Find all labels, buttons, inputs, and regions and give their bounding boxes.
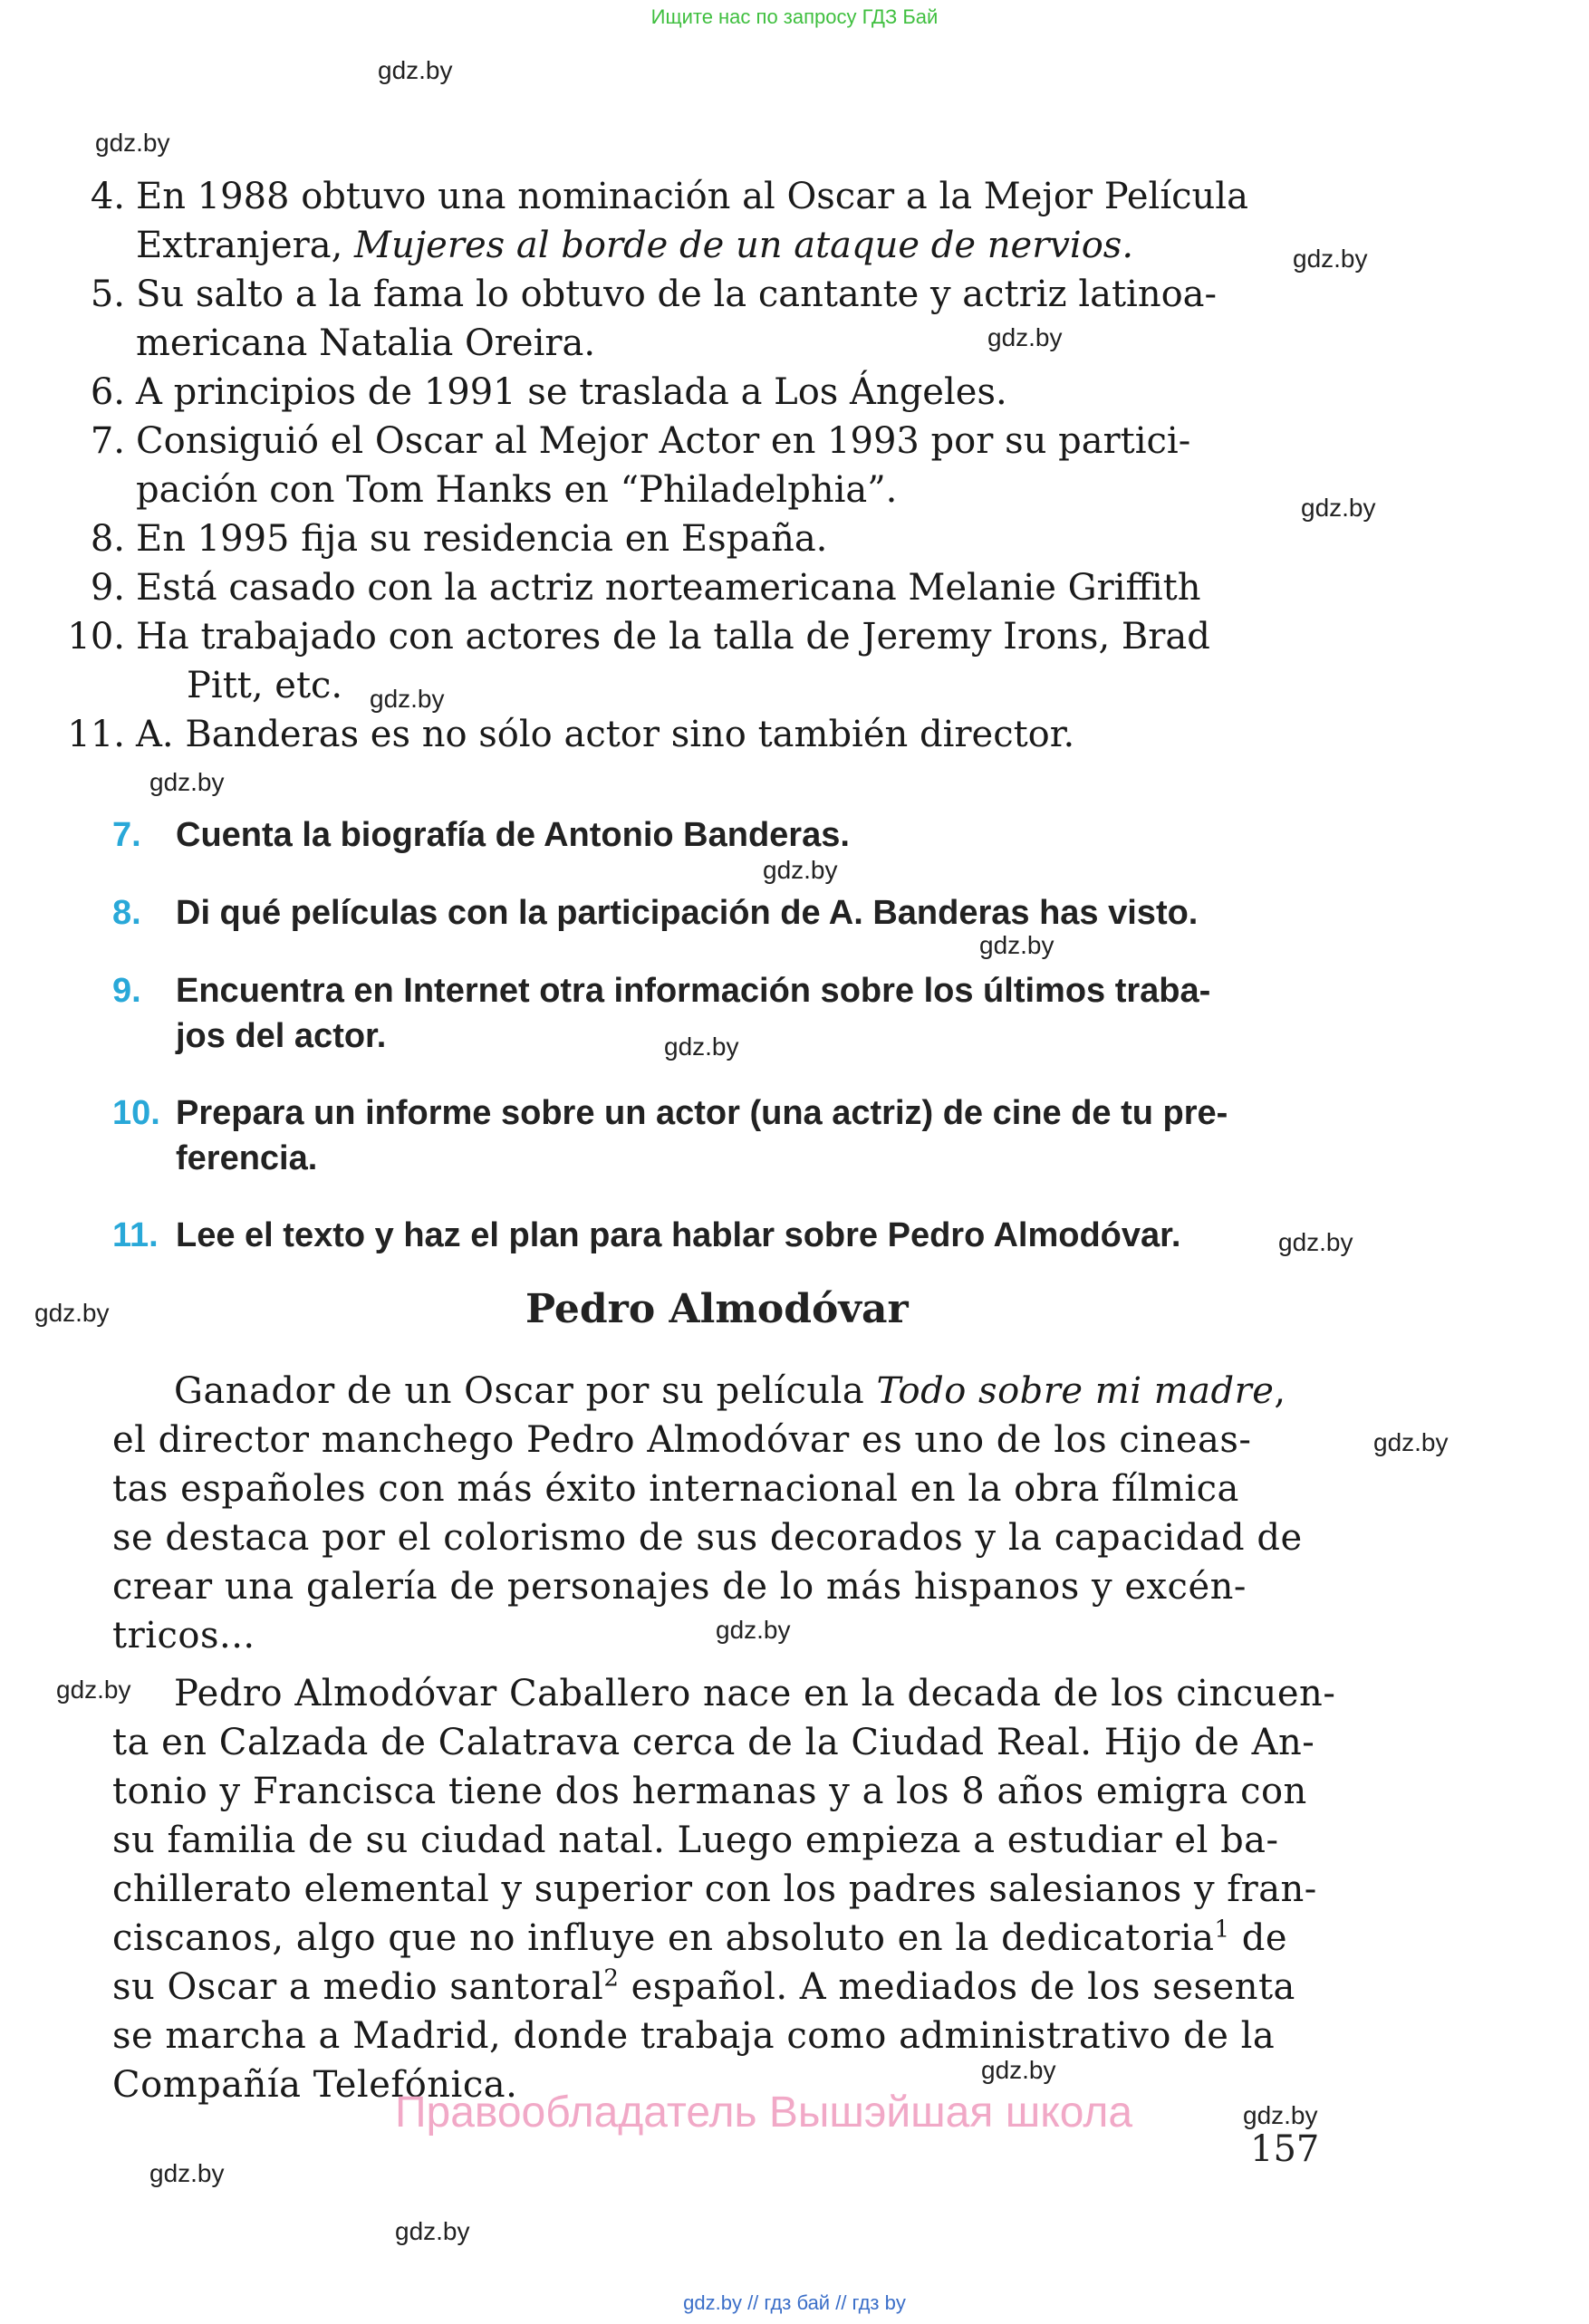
watermark: gdz.by: [395, 2217, 470, 2245]
list-item-7: 7. Consiguió el Oscar al Mejor Actor en 1993 por su partici-: [90, 420, 1191, 462]
watermark: gdz.by: [1301, 494, 1376, 522]
paragraph-1-line: tas españoles con más éxito internacional en la obra fílmica: [112, 1468, 1239, 1510]
watermark: gdz.by: [378, 56, 453, 84]
paragraph-2-line: tonio y Francisca tiene dos hermanas y a los 8 años emigra con: [112, 1771, 1307, 1812]
list-item-5: 5. Su salto a la fama lo obtuvo de la cantante y actriz latinoa-: [90, 274, 1218, 315]
watermark: gdz.by: [1293, 245, 1368, 273]
paragraph-1-line-1: Ganador de un Oscar por su película Todo sobre mi madre,: [174, 1370, 1286, 1412]
list-item-10: 10. Ha trabajado con actores de la talla de Jeremy Irons, Brad: [67, 616, 1210, 658]
watermark: gdz.by: [981, 2056, 1056, 2084]
watermark: gdz.by: [664, 1032, 739, 1061]
task-10: 10. Prepara un informe sobre un actor (una actriz) de cine de tu pre-: [112, 1094, 1228, 1132]
footnote-marker: 2: [603, 1964, 620, 1993]
paragraph-1-line: crear una galería de personajes de lo más hispanos y excén-: [112, 1566, 1247, 1608]
rights-holder: Правообладатель Вышэйшая школа: [395, 2089, 1133, 2137]
list-item-10-cont: Pitt, etc.: [187, 665, 343, 706]
watermark: gdz.by: [763, 856, 838, 884]
watermark: gdz.by: [149, 768, 225, 796]
section-title: Pedro Almodóvar: [525, 1286, 909, 1332]
watermark: gdz.by: [149, 2159, 225, 2187]
watermark: gdz.by: [95, 129, 170, 157]
paragraph-2-line: ciscanos, algo que no influye en absoluto en la dedicatoria$^1$ de: [112, 1916, 1288, 1959]
footer-links[interactable]: gdz.by // гдз бай // гдз by: [683, 2291, 906, 2314]
list-item-5-cont: mericana Natalia Oreira.: [136, 322, 596, 364]
watermark: gdz.by: [1278, 1228, 1353, 1256]
watermark: gdz.by: [979, 931, 1055, 959]
list-item-4-cont: Extranjera, Mujeres al borde de un ataque de nervios.: [136, 225, 1134, 266]
watermark: gdz.by: [56, 1676, 131, 1704]
list-item-9: 9. Está casado con la actriz norteamericana Melanie Griffith: [90, 567, 1201, 609]
paragraph-2-line: Compañía Telefónica.: [112, 2064, 518, 2106]
film-title: Mujeres al borde de un ataque de nervios.: [354, 225, 1134, 266]
paragraph-2-line: ta en Calzada de Calatrava cerca de la Ciudad Real. Hijo de An-: [112, 1722, 1315, 1763]
paragraph-1-line: se destaca por el colorismo de sus decorados y la capacidad de: [112, 1517, 1303, 1559]
list-item-6: 6. A principios de 1991 se traslada a Los Ángeles.: [90, 371, 1007, 413]
task-10-cont: ferencia.: [176, 1139, 318, 1177]
list-item-8: 8. En 1995 fija su residencia en España.: [90, 518, 828, 560]
paragraph-1-line: el director manchego Pedro Almodóvar es uno de los cineas-: [112, 1419, 1252, 1461]
paragraph-2-line: su familia de su ciudad natal. Luego empieza a estudiar el ba-: [112, 1820, 1279, 1861]
paragraph-2-line: se marcha a Madrid, donde trabaja como administrativo de la: [112, 2015, 1276, 2057]
task-9-cont: jos del actor.: [176, 1017, 387, 1055]
paragraph-2-line: Pedro Almodóvar Caballero nace en la decada de los cincuen-: [174, 1673, 1336, 1714]
watermark: gdz.by: [716, 1616, 791, 1644]
task-7: 7. Cuenta la biografía de Antonio Banderas.: [112, 816, 850, 854]
task-9: 9. Encuentra en Internet otra información sobre los últimos traba-: [112, 972, 1211, 1010]
list-item-11: 11. A. Banderas es no sólo actor sino también director.: [67, 714, 1075, 755]
watermark: gdz.by: [370, 685, 445, 713]
watermark: gdz.by: [1243, 2101, 1318, 2129]
watermark: gdz.by: [987, 323, 1063, 351]
footnote-marker: 1: [1214, 1916, 1230, 1944]
paragraph-2-line: chillerato elemental y superior con los padres salesianos y fran-: [112, 1868, 1317, 1910]
paragraph-2-line: su Oscar a medio santoral$^2$ español. A mediados de los sesenta: [112, 1964, 1295, 2008]
list-item-4: 4. En 1988 obtuvo una nominación al Oscar a la Mejor Película: [90, 176, 1248, 217]
top-banner[interactable]: Ищите нас по запросу ГДЗ Бай: [650, 5, 939, 28]
film-title: Todo sobre mi madre: [876, 1370, 1275, 1412]
watermark: gdz.by: [1373, 1428, 1449, 1456]
page-number: 157: [1250, 2128, 1320, 2170]
task-8: 8. Di qué películas con la participación de A. Banderas has visto.: [112, 894, 1199, 932]
task-11: 11. Lee el texto y haz el plan para hablar sobre Pedro Almodóvar.: [112, 1216, 1181, 1254]
list-item-7-cont: pación con Tom Hanks en “Philadelphia”.: [136, 469, 898, 511]
watermark: gdz.by: [34, 1299, 110, 1327]
paragraph-1-line: tricos...: [112, 1615, 255, 1657]
